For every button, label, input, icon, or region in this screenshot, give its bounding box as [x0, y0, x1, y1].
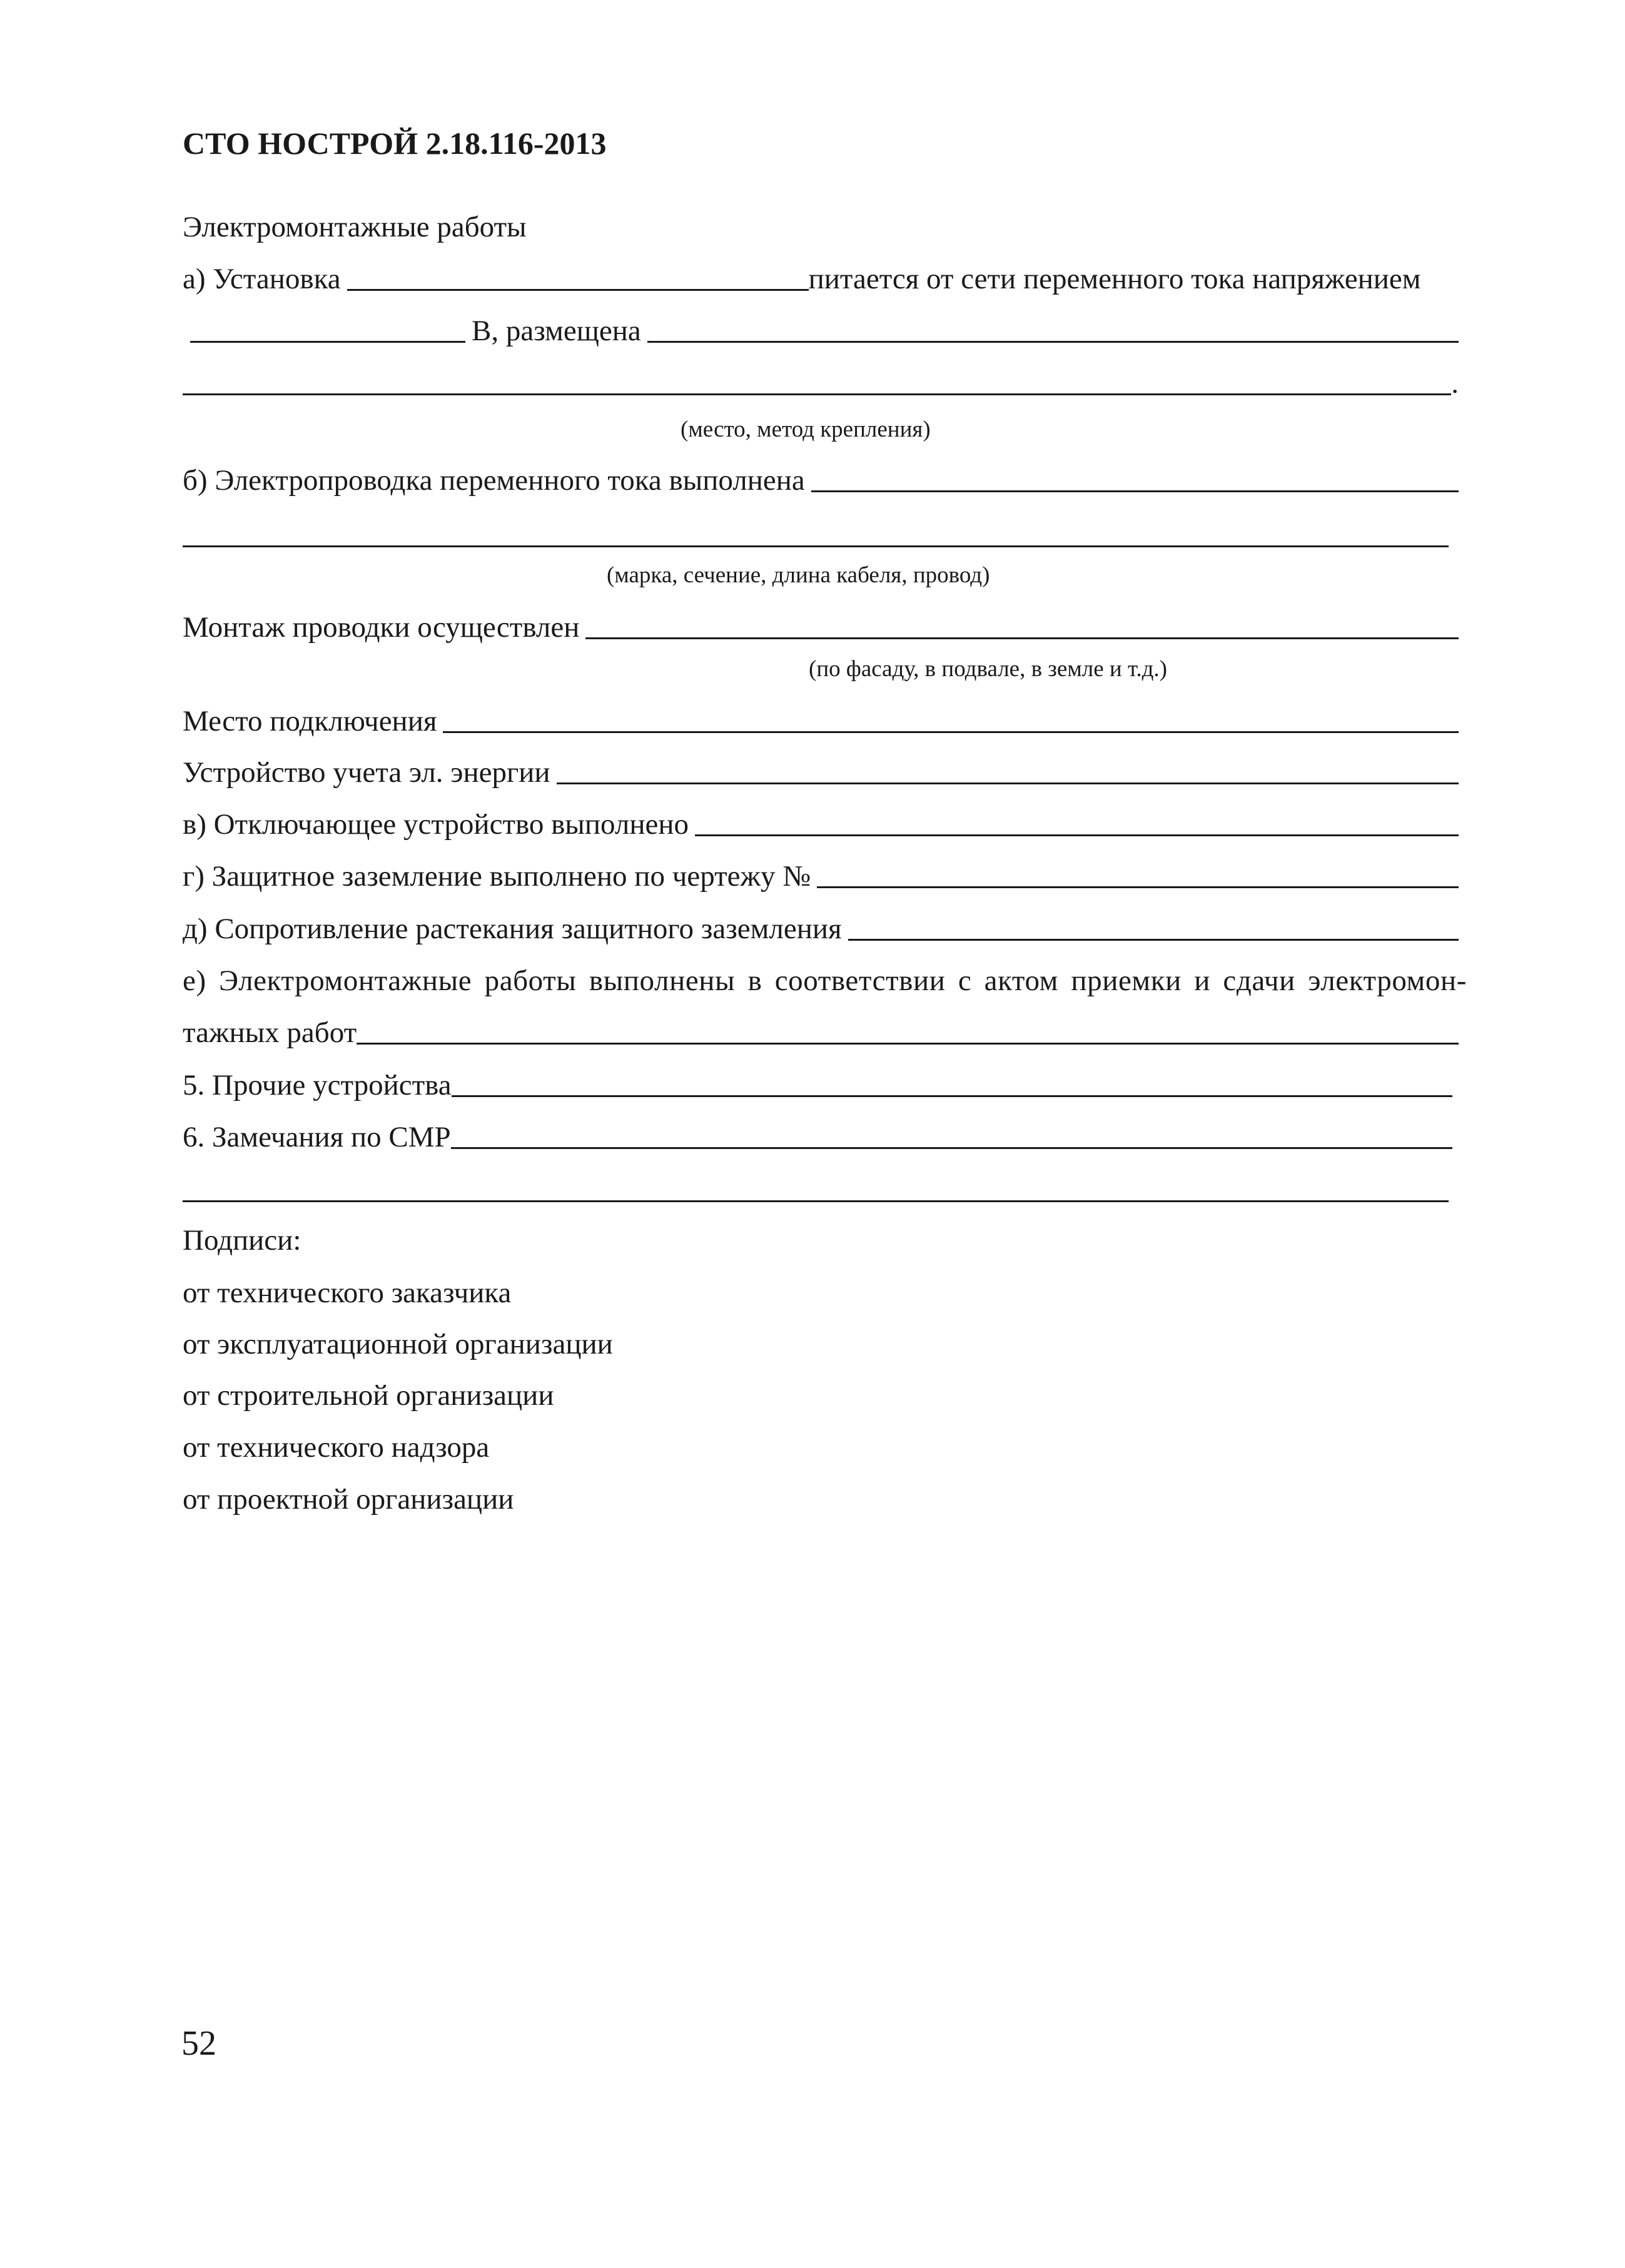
connection-blank[interactable] — [443, 731, 1459, 733]
drawing-number-blank[interactable] — [817, 886, 1459, 888]
line-a2 — [183, 310, 1459, 348]
line-b2 — [183, 515, 1449, 552]
line-d — [183, 908, 1459, 946]
line-connection — [183, 701, 1459, 738]
page-number: 52 — [181, 2024, 216, 2063]
line-a-prefix: а) Установка — [183, 263, 341, 295]
line-meter-label: Устройство учета эл. энергии — [183, 756, 550, 789]
signatures-title-row — [183, 1220, 1459, 1257]
line-b-label: б) Электропроводка переменного тока выполнена — [183, 464, 805, 497]
signatures-title: Подписи: — [183, 1224, 301, 1257]
line-g — [183, 856, 1459, 893]
line-5 — [183, 1065, 1452, 1102]
line-d-label: д) Сопротивление растекания защитного заземления — [183, 913, 842, 945]
line-g-label: г) Защитное заземление выполнено по чертежу № — [183, 860, 811, 893]
signature-row — [183, 1427, 997, 1464]
remarks-blank-2[interactable] — [183, 1200, 1449, 1202]
signature-label: от технического надзора — [183, 1431, 490, 1464]
line-5-label: 5. Прочие устройства — [183, 1069, 452, 1101]
signature-label: от строительной организации — [183, 1379, 554, 1412]
line-v-label: в) Отключающее устройство выполнено — [183, 808, 689, 841]
signature-label: от проектной организации — [183, 1483, 514, 1516]
line-e1-label: е) Электромонтажные работы выполнены в соответствии с актом приемки и сдачи электромон- — [183, 964, 1467, 997]
line-b — [183, 460, 1459, 497]
signature-row — [183, 1324, 997, 1361]
line-montage-label: Монтаж проводки осуществлен — [183, 611, 580, 644]
line-montage — [183, 607, 1459, 644]
line-6b — [183, 1170, 1449, 1207]
line-e1 — [183, 960, 1467, 998]
line-a3-period: . — [1451, 367, 1459, 400]
line-a — [183, 258, 1459, 296]
remarks-blank[interactable] — [451, 1147, 1452, 1149]
caption-cable: (марка, сечение, длина кабеля, провод) — [607, 562, 990, 588]
line-a-suffix: питается от сети переменного тока напряжением — [808, 263, 1421, 295]
caption-mount: (место, метод крепления) — [681, 417, 931, 442]
disconnect-blank[interactable] — [695, 834, 1459, 836]
other-devices-blank[interactable] — [452, 1095, 1452, 1097]
signature-row — [183, 1272, 997, 1310]
placement-blank[interactable] — [647, 341, 1459, 343]
installation-blank[interactable] — [347, 289, 809, 291]
line-v — [183, 804, 1459, 841]
signature-row — [183, 1375, 997, 1412]
line-6-label: 6. Замечания по СМР — [183, 1121, 451, 1153]
line-e2 — [183, 1012, 1459, 1050]
resistance-blank[interactable] — [848, 939, 1459, 941]
acceptance-blank[interactable] — [357, 1043, 1459, 1045]
signature-label: от технического заказчика — [183, 1277, 512, 1309]
montage-blank[interactable] — [585, 637, 1459, 639]
caption-where: (по фасаду, в подвале, в земле и т.д.) — [809, 656, 1167, 682]
document-header: СТО НОСТРОЙ 2.18.116-2013 — [183, 126, 607, 161]
line-6 — [183, 1116, 1452, 1154]
line-meter — [183, 752, 1459, 789]
section-title-row — [183, 206, 1459, 244]
signature-label: от эксплуатационной организации — [183, 1328, 613, 1360]
line-a3 — [183, 363, 1459, 400]
wiring-blank[interactable] — [811, 490, 1459, 492]
section-title: Электромонтажные работы — [183, 211, 527, 243]
wiring-blank-2[interactable] — [183, 545, 1449, 547]
meter-blank[interactable] — [557, 782, 1459, 784]
line-e2-label: тажных работ — [183, 1016, 357, 1049]
voltage-blank[interactable] — [190, 341, 465, 343]
placement-blank-2[interactable] — [183, 393, 1451, 395]
voltage-unit-label: В, размещена — [472, 315, 641, 347]
line-connection-label: Место подключения — [183, 705, 437, 737]
signature-row — [183, 1479, 997, 1516]
